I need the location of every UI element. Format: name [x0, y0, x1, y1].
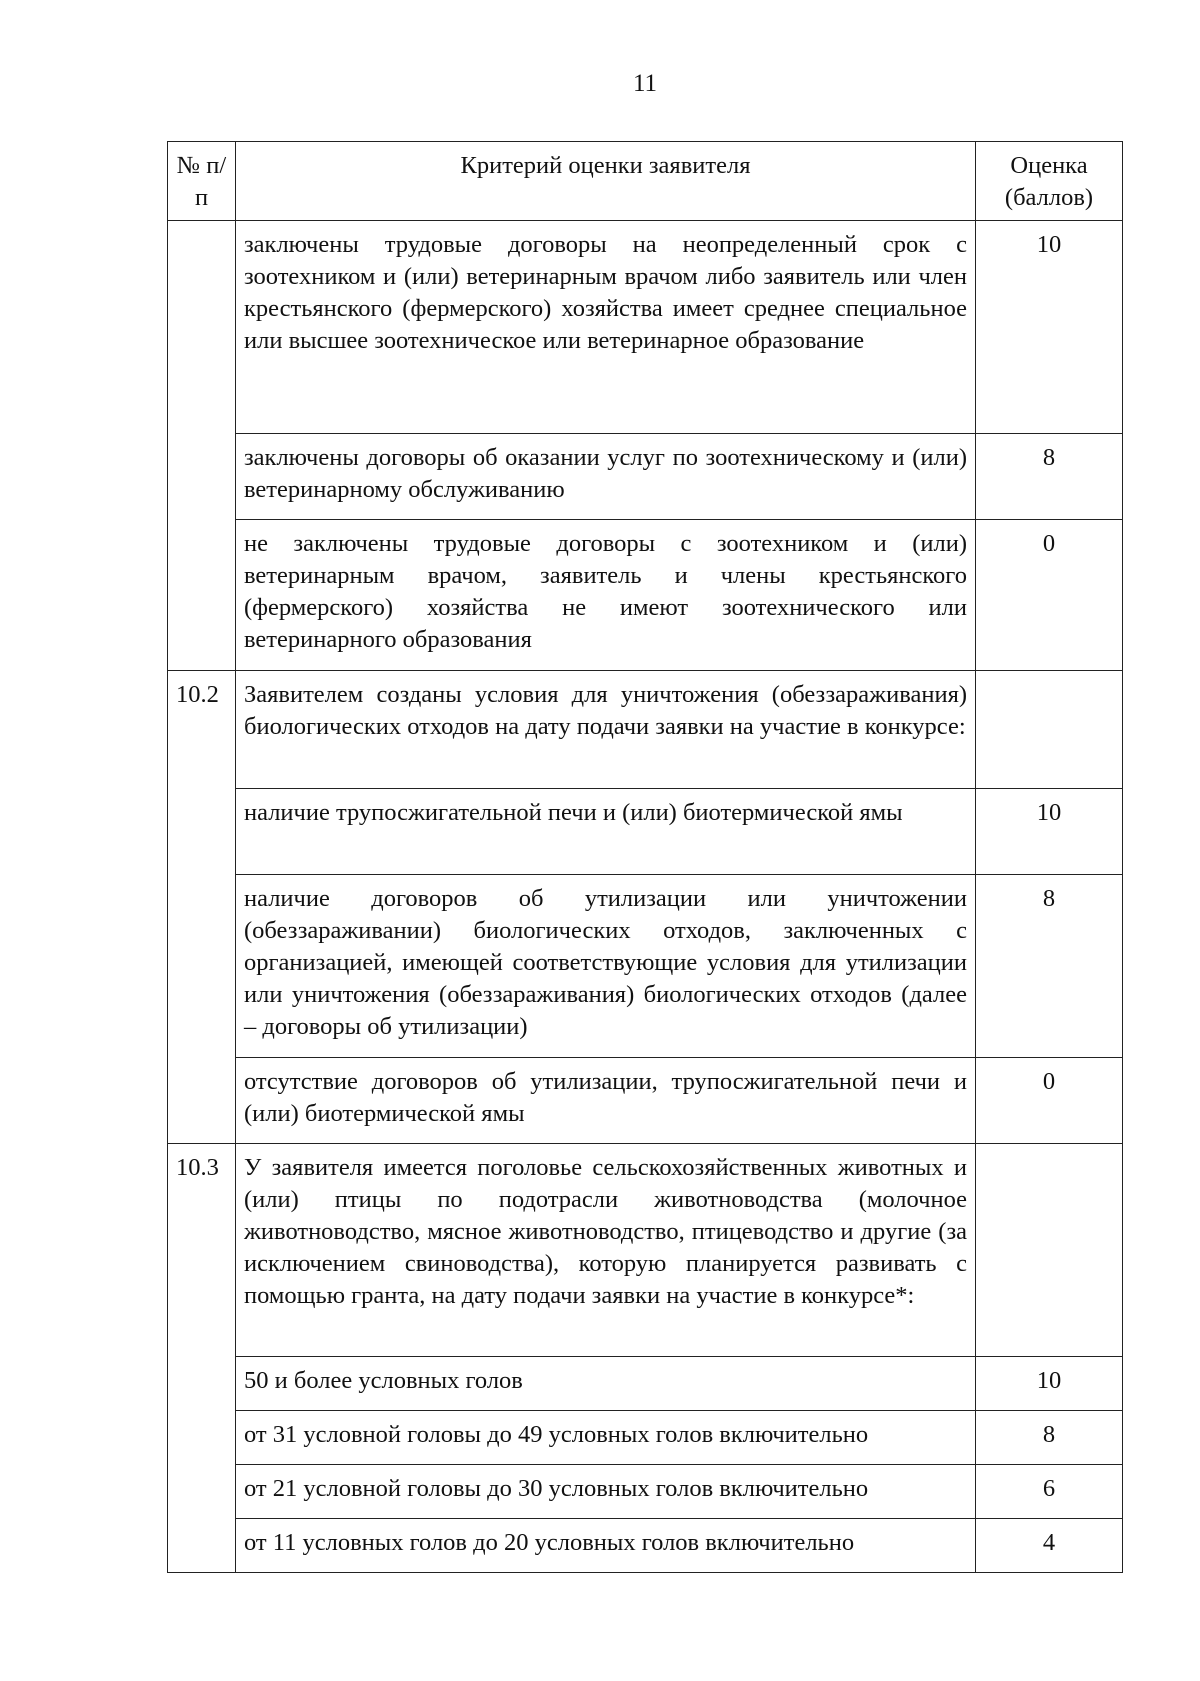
table-row	[168, 1058, 1123, 1144]
row-criterion: от 31 условной головы до 49 условных голов включительно	[236, 1411, 976, 1465]
row-criterion: от 21 условной головы до 30 условных голов включительно	[236, 1465, 976, 1519]
row-criterion: У заявителя имеется поголовье сельскохозяйственных животных и (или) птицы по подотрасли животноводства (молочное животноводство, мясное животноводство, птицеводство и другие (за исключением свиноводства), которую планируется развивать с помощью гранта, на дату подачи заявки на участие в конкурсе*:	[236, 1144, 976, 1357]
header-num: № п/п	[168, 142, 236, 221]
row-score: 8	[976, 434, 1123, 520]
row-criterion: Заявителем созданы условия для уничтожения (обеззараживания) биологических отходов на дату подачи заявки на участие в конкурсе:	[236, 671, 976, 789]
row-score	[976, 1144, 1123, 1357]
table-header-row	[168, 142, 1123, 221]
row-num	[168, 1519, 236, 1573]
row-num	[168, 520, 236, 671]
row-score: 0	[976, 520, 1123, 671]
table-row	[168, 789, 1123, 875]
row-score: 10	[976, 789, 1123, 875]
row-score: 10	[976, 1357, 1123, 1411]
row-num	[168, 434, 236, 520]
table-row	[168, 671, 1123, 789]
row-criterion: от 11 условных голов до 20 условных голов включительно	[236, 1519, 976, 1573]
row-num	[168, 789, 236, 875]
row-num	[168, 1465, 236, 1519]
table-row	[168, 520, 1123, 671]
table-row	[168, 1411, 1123, 1465]
table-row	[168, 875, 1123, 1058]
criteria-table	[167, 141, 1123, 1573]
row-score: 10	[976, 221, 1123, 434]
row-score: 8	[976, 1411, 1123, 1465]
row-num	[168, 1357, 236, 1411]
row-num	[168, 221, 236, 434]
row-criterion: 50 и более условных голов	[236, 1357, 976, 1411]
row-score: 0	[976, 1058, 1123, 1144]
row-num	[168, 1411, 236, 1465]
row-score	[976, 671, 1123, 789]
table-row	[168, 1465, 1123, 1519]
header-criterion: Критерий оценки заявителя	[236, 142, 976, 221]
row-criterion: заключены трудовые договоры на неопределенный срок с зоотехником и (или) ветеринарным врачом либо заявитель или член крестьянского (фермерского) хозяйства имеет среднее специальное или высшее зоотехническое или ветеринарное образование	[236, 221, 976, 434]
row-num: 10.2	[168, 671, 236, 789]
row-criterion: наличие трупосжигательной печи и (или) биотермической ямы	[236, 789, 976, 875]
header-score: Оценка (баллов)	[976, 142, 1123, 221]
page-number: 11	[632, 70, 658, 97]
row-score: 4	[976, 1519, 1123, 1573]
row-num	[168, 1058, 236, 1144]
table-row	[168, 1357, 1123, 1411]
row-num	[168, 875, 236, 1058]
table-row	[168, 221, 1123, 434]
row-score: 6	[976, 1465, 1123, 1519]
row-score: 8	[976, 875, 1123, 1058]
table-row	[168, 1144, 1123, 1357]
row-num: 10.3	[168, 1144, 236, 1357]
row-criterion: заключены договоры об оказании услуг по зоотехническому и (или) ветеринарному обслуживанию	[236, 434, 976, 520]
table-row	[168, 434, 1123, 520]
row-criterion: отсутствие договоров об утилизации, трупосжигательной печи и (или) биотермической ямы	[236, 1058, 976, 1144]
row-criterion: наличие договоров об утилизации или уничтожении (обеззараживании) биологических отходов, заключенных с организацией, имеющей соответствующие условия для утилизации или уничтожения (обеззараживания) биологических отходов (далее – договоры об утилизации)	[236, 875, 976, 1058]
row-criterion: не заключены трудовые договоры с зоотехником и (или) ветеринарным врачом, заявитель и члены крестьянского (фермерского) хозяйства не имеют зоотехнического или ветеринарного образования	[236, 520, 976, 671]
table-row	[168, 1519, 1123, 1573]
